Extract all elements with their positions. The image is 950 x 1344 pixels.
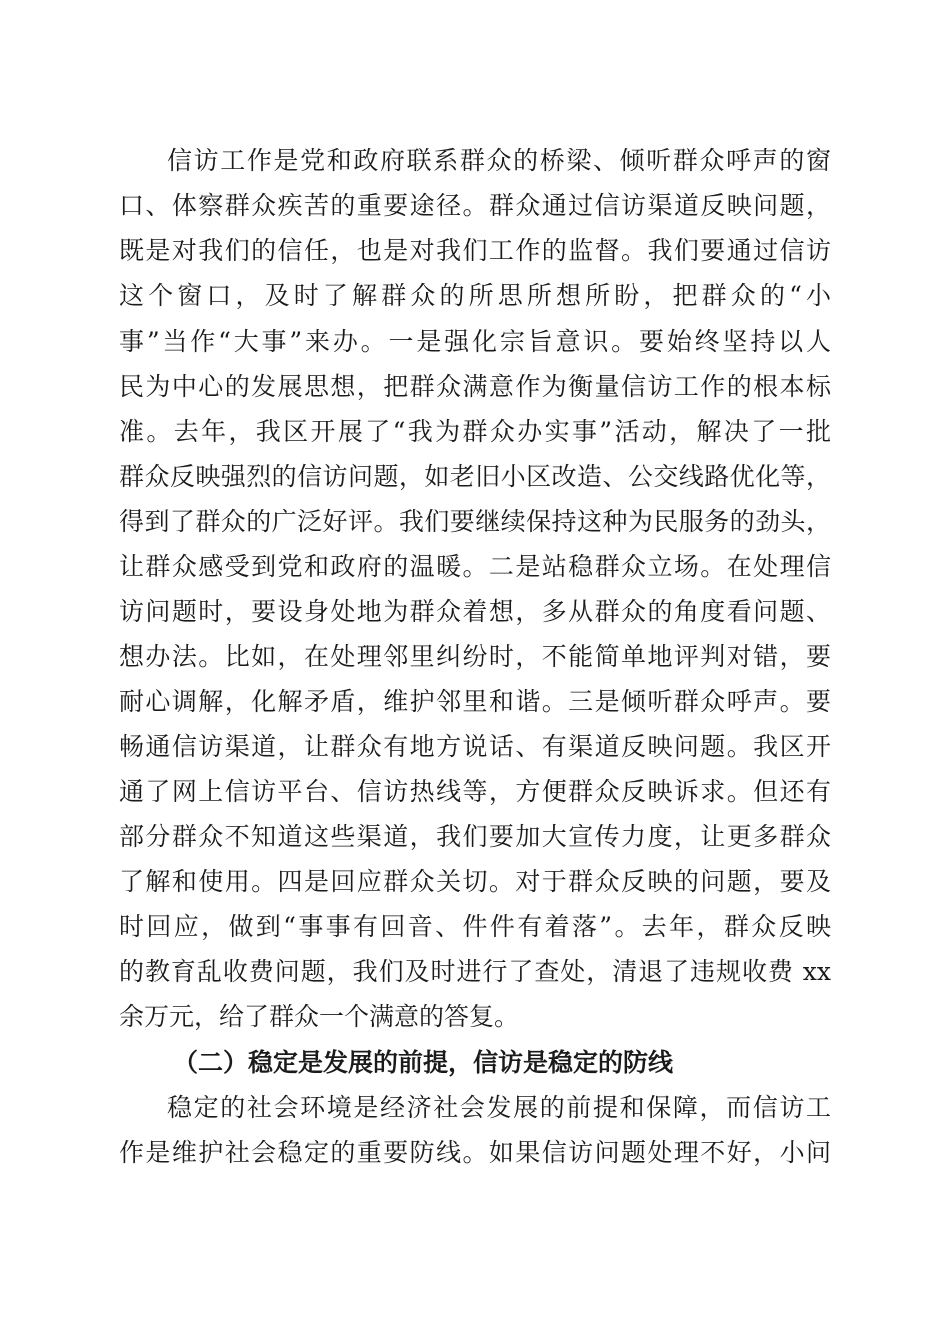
paragraph-line: 让群众感受到党和政府的温暖。二是站稳群众立场。在处理信 — [119, 552, 831, 581]
paragraph-line: 部分群众不知道这些渠道，我们要加大宣传力度，让更多群众 — [119, 822, 831, 851]
paragraph-line: 通了网上信访平台、信访热线等，方便群众反映诉求。但还有 — [119, 777, 831, 806]
paragraph-line: 畅通信访渠道，让群众有地方说话、有渠道反映问题。我区开 — [119, 732, 831, 761]
paragraph-line: 时回应，做到“事事有回音、件件有着落”。去年，群众反映 — [119, 912, 831, 941]
paragraph-line: 耐心调解，化解矛盾，维护邻里和谐。三是倾听群众呼声。要 — [119, 687, 831, 716]
paragraph-line: 访问题时，要设身处地为群众着想，多从群众的角度看问题、 — [119, 597, 831, 626]
paragraph-line: 口、体察群众疾苦的重要途径。群众通过信访渠道反映问题， — [119, 191, 831, 220]
paragraph-line: 民为中心的发展思想，把群众满意作为衡量信访工作的根本标 — [119, 372, 831, 401]
paragraph-line: 信访工作是党和政府联系群众的桥梁、倾听群众呼声的窗 — [167, 146, 831, 175]
paragraph-line: 作是维护社会稳定的重要防线。如果信访问题处理不好，小问 — [119, 1138, 831, 1167]
paragraph-line: 余万元，给了群众一个满意的答复。 — [119, 1002, 520, 1031]
paragraph-line: 的教育乱收费问题，我们及时进行了查处，清退了违规收费 xx — [119, 957, 831, 986]
paragraph-line: 事”当作“大事”来办。一是强化宗旨意识。要始终坚持以人 — [119, 327, 831, 356]
paragraph-line: 想办法。比如，在处理邻里纠纷时，不能简单地评判对错，要 — [119, 642, 831, 671]
paragraph-line: 稳定的社会环境是经济社会发展的前提和保障，而信访工 — [167, 1093, 831, 1122]
paragraph-line: 准。去年，我区开展了“我为群众办实事”活动，解决了一批 — [119, 417, 831, 446]
paragraph-line: 了解和使用。四是回应群众关切。对于群众反映的问题，要及 — [119, 867, 831, 896]
paragraph-line: 既是对我们的信任，也是对我们工作的监督。我们要通过信访 — [119, 236, 831, 265]
section-heading: （二）稳定是发展的前提，信访是稳定的防线 — [173, 1048, 674, 1077]
paragraph-line: 群众反映强烈的信访问题，如老旧小区改造、公交线路优化等， — [119, 462, 831, 491]
paragraph-line: 得到了群众的广泛好评。我们要继续保持这种为民服务的劲头， — [119, 507, 831, 536]
paragraph-line: 这个窗口，及时了解群众的所思所想所盼，把群众的“小 — [119, 281, 831, 310]
